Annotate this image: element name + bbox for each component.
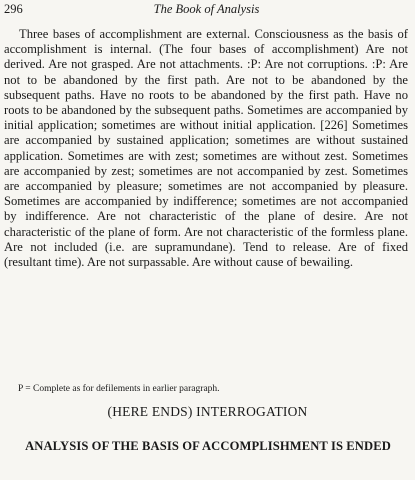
body-paragraph: Three bases of accomplishment are external. Consciousness as the basis of accomplishment is internal. (The four bases of accomplishment) Are not derived. Are not grasped. Are not attachments. :P: Are not corruptions. :P: Are not to be abandoned by the first path. Are not to be abandoned by the subsequent paths. Have no roots to be abandoned by the first path. Have no roots to be abandoned by the subsequent paths. Sometimes are accompanied by initial application; sometimes are without initial application. [226] Sometimes are accompanied by sustained application; sometimes are without sustained application. Sometimes are with zest; sometimes are without zest. Sometimes are accompanied by zest; sometimes are not accompanied by zest. Sometimes are accompanied by pleasure; sometimes are not accompanied by pleasure. Sometimes are accompanied by indifference; sometimes are not accompanied by indifference. Are not characteristic of the plane of desire. Are not characteristic of the plane of form. Are not characteristic of the formless plane. Are not included (i.e. are supramundane). Tend to release. Are of fixed (resultant time). Are not surpassable. Are without cause of bewailing. — [4, 27, 408, 270]
analysis-end-heading: ANALYSIS OF THE BASIS OF ACCOMPLISHMENT IS ENDED — [25, 439, 391, 453]
interrogation-end-heading: (HERE ENDS) INTERROGATION — [107, 404, 308, 419]
footnote: P = Complete as for defilements in earlier paragraph. — [18, 384, 220, 394]
running-title: The Book of Analysis — [153, 2, 260, 16]
page-number: 296 — [4, 2, 23, 16]
page-header — [4, 2, 409, 18]
